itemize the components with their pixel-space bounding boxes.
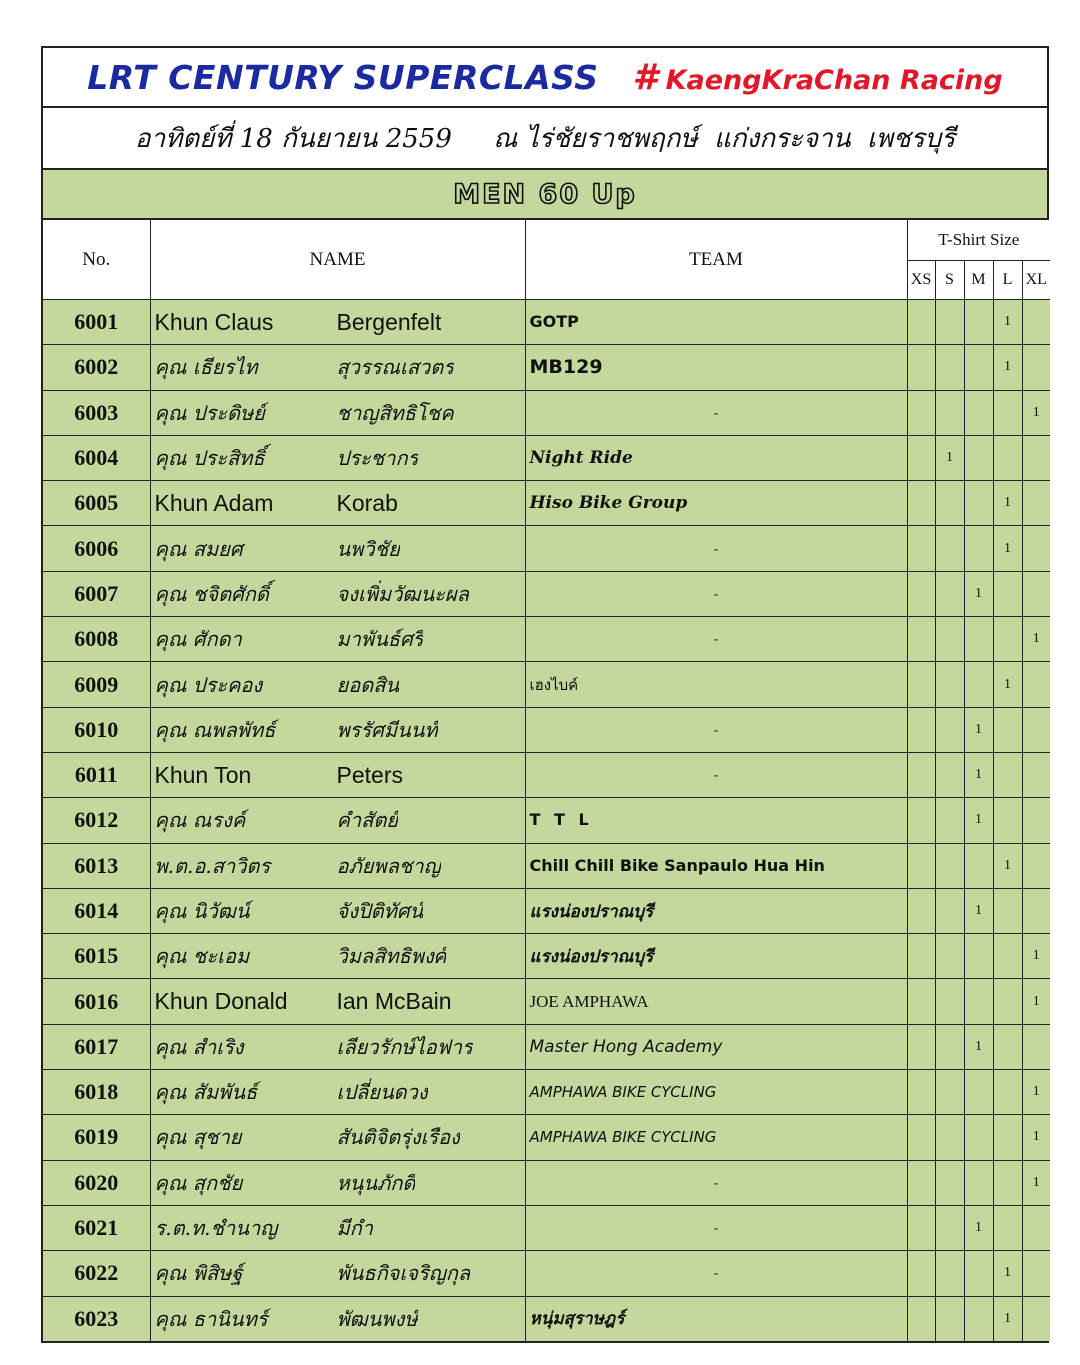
- size-cell-s: [935, 934, 964, 979]
- size-cell-m: [964, 843, 993, 888]
- rider-last-name: มาพันธ์ศรี: [336, 627, 424, 652]
- size-cell-s: [935, 571, 964, 616]
- rider-team: -: [713, 541, 719, 558]
- size-cell-xs: [907, 752, 935, 797]
- table-row: [43, 1024, 1050, 1069]
- size-cell-m: [964, 617, 993, 662]
- size-cell-l: 1: [993, 1251, 1022, 1296]
- size-cell-l: [993, 571, 1022, 616]
- size-cell-xl: [1022, 481, 1050, 526]
- size-cell-m: [964, 979, 993, 1024]
- rider-team: AMPHAWA BIKE CYCLING: [529, 1128, 717, 1147]
- size-cell-xl: [1022, 435, 1050, 480]
- size-cell-xs: [907, 1070, 935, 1115]
- rider-name-cell: [150, 934, 525, 979]
- table-row: [43, 979, 1050, 1024]
- size-cell-xl: [1022, 888, 1050, 933]
- rider-number: 6006: [43, 526, 150, 571]
- rider-first-name: คุณ สุชาย: [154, 1125, 242, 1150]
- size-cell-xs: [907, 571, 935, 616]
- rider-last-name: Ian McBain: [336, 988, 452, 1015]
- column-header-no: No.: [43, 220, 150, 300]
- rider-team-cell: [525, 979, 907, 1024]
- event-subtitle: อาทิตย์ที่ 18 กันยายน 2559 ณ ไร่ชัยราชพฤกษ์ แก่งกระจาน เพชรบุรี: [134, 123, 956, 154]
- size-cell-s: [935, 752, 964, 797]
- rider-number: 6005: [43, 481, 150, 526]
- rider-team: Master Hong Academy: [529, 1036, 723, 1057]
- size-cell-l: [993, 707, 1022, 752]
- size-cell-m: [964, 390, 993, 435]
- size-cell-l: 1: [993, 843, 1022, 888]
- column-header-name: NAME: [150, 220, 525, 300]
- size-cell-xs: [907, 1205, 935, 1250]
- size-cell-xl: 1: [1022, 979, 1050, 1024]
- rider-number: 6009: [43, 662, 150, 707]
- rider-name-cell: [150, 390, 525, 435]
- size-cell-s: [935, 843, 964, 888]
- rider-team-cell: [525, 1070, 907, 1115]
- table-row: [43, 1160, 1050, 1205]
- size-cell-m: 1: [964, 571, 993, 616]
- rider-last-name: หนุนภักดี: [336, 1170, 416, 1195]
- rider-last-name: เลียวรักษ์ไอฟาร: [336, 1034, 473, 1059]
- rider-first-name: คุณ ประสิทธิ์: [154, 446, 265, 471]
- rider-number: 6019: [43, 1115, 150, 1160]
- size-cell-xl: 1: [1022, 1070, 1050, 1115]
- rider-name-cell: [150, 1115, 525, 1160]
- size-cell-l: [993, 1070, 1022, 1115]
- size-cell-m: 1: [964, 752, 993, 797]
- rider-team-cell: [525, 843, 907, 888]
- rider-number: 6001: [43, 300, 150, 345]
- rider-team-cell: [525, 752, 907, 797]
- size-cell-l: 1: [993, 481, 1022, 526]
- size-cell-s: 1: [935, 435, 964, 480]
- size-cell-xl: [1022, 1205, 1050, 1250]
- event-title: LRT CENTURY SUPERCLASS: [87, 57, 599, 97]
- table-row: [43, 1251, 1050, 1296]
- rider-name-cell: [150, 300, 525, 345]
- rider-name-cell: [150, 571, 525, 616]
- size-cell-m: [964, 345, 993, 390]
- size-cell-m: [964, 662, 993, 707]
- rider-last-name: สันติจิตรุ่งเรือง: [336, 1125, 460, 1150]
- rider-team-cell: [525, 1024, 907, 1069]
- rider-first-name: คุณ ประดิษย์: [154, 400, 265, 425]
- size-cell-xs: [907, 798, 935, 843]
- size-cell-m: [964, 481, 993, 526]
- size-cell-xs: [907, 934, 935, 979]
- size-cell-m: [964, 1070, 993, 1115]
- rider-first-name: คุณ เธียรไท: [154, 355, 258, 380]
- rider-name-cell: [150, 798, 525, 843]
- rider-first-name: คุณ สำเริง: [154, 1034, 244, 1059]
- rider-last-name: Peters: [336, 761, 403, 788]
- size-cell-xl: [1022, 1296, 1050, 1341]
- rider-team-cell: [525, 571, 907, 616]
- size-cell-l: 1: [993, 526, 1022, 571]
- rider-number: 6016: [43, 979, 150, 1024]
- size-cell-xl: [1022, 300, 1050, 345]
- rider-first-name: คุณ ธานินทร์: [154, 1306, 268, 1331]
- rider-team: AMPHAWA BIKE CYCLING: [529, 1083, 717, 1102]
- size-cell-xs: [907, 707, 935, 752]
- size-header-m: M: [964, 261, 993, 300]
- rider-number: 6002: [43, 345, 150, 390]
- rider-team: แรงน่องปราณบุรี: [529, 901, 654, 922]
- size-cell-xs: [907, 1024, 935, 1069]
- size-cell-m: 1: [964, 798, 993, 843]
- rider-name-cell: [150, 481, 525, 526]
- table-row: [43, 707, 1050, 752]
- size-cell-xl: [1022, 843, 1050, 888]
- size-cell-s: [935, 979, 964, 1024]
- rider-table: [43, 220, 1050, 1341]
- size-cell-s: [935, 526, 964, 571]
- rider-team-cell: [525, 888, 907, 933]
- rider-number: 6022: [43, 1251, 150, 1296]
- size-header-xs: XS: [907, 261, 935, 300]
- rider-last-name: พรรัศมีนนท์: [336, 717, 438, 742]
- size-cell-xs: [907, 481, 935, 526]
- rider-number: 6018: [43, 1070, 150, 1115]
- rider-first-name: คุณ ณพลพัทธ์: [154, 717, 276, 742]
- rider-first-name: คุณ ชะเอม: [154, 944, 250, 969]
- hash-symbol: #: [632, 56, 658, 98]
- size-cell-s: [935, 300, 964, 345]
- rider-name-cell: [150, 843, 525, 888]
- size-cell-xs: [907, 526, 935, 571]
- size-cell-m: [964, 1115, 993, 1160]
- rider-team-cell: [525, 934, 907, 979]
- size-cell-l: [993, 934, 1022, 979]
- size-cell-s: [935, 1160, 964, 1205]
- size-cell-l: 1: [993, 300, 1022, 345]
- size-cell-xl: [1022, 662, 1050, 707]
- rider-last-name: Korab: [336, 489, 398, 516]
- size-cell-xl: 1: [1022, 390, 1050, 435]
- rider-team-cell: [525, 435, 907, 480]
- rider-name-cell: [150, 752, 525, 797]
- rider-team-cell: [525, 390, 907, 435]
- rider-number: 6021: [43, 1205, 150, 1250]
- rider-team: แรงน่องปราณบุรี: [529, 946, 654, 967]
- event-date-location: [43, 108, 1047, 170]
- rider-first-name: Khun Adam: [154, 489, 274, 516]
- rider-name-cell: [150, 1296, 525, 1341]
- rider-name-cell: [150, 345, 525, 390]
- rider-number: 6017: [43, 1024, 150, 1069]
- size-cell-xl: 1: [1022, 617, 1050, 662]
- size-cell-m: [964, 526, 993, 571]
- rider-first-name: คุณ นิวัฒน์: [154, 899, 250, 923]
- rider-team-cell: [525, 707, 907, 752]
- size-cell-s: [935, 798, 964, 843]
- rider-number: 6015: [43, 934, 150, 979]
- rider-first-name: คุณ ชจิตศักดิ์: [154, 581, 269, 606]
- table-row: [43, 1296, 1050, 1341]
- table-row: [43, 571, 1050, 616]
- rider-last-name: คำสัตย์: [336, 808, 399, 833]
- table-row: [43, 1205, 1050, 1250]
- size-cell-xl: [1022, 707, 1050, 752]
- rider-name-cell: [150, 707, 525, 752]
- size-cell-xl: [1022, 798, 1050, 843]
- size-cell-m: [964, 300, 993, 345]
- size-cell-l: 1: [993, 662, 1022, 707]
- category-title: MEN 60 Up: [453, 178, 637, 210]
- rider-team-cell: [525, 1160, 907, 1205]
- table-row: [43, 345, 1050, 390]
- rider-number: 6020: [43, 1160, 150, 1205]
- size-cell-s: [935, 1115, 964, 1160]
- rider-first-name: Khun Donald: [154, 988, 288, 1015]
- table-row: [43, 1115, 1050, 1160]
- size-cell-xs: [907, 662, 935, 707]
- size-cell-xl: [1022, 571, 1050, 616]
- rider-team-cell: [525, 662, 907, 707]
- rider-last-name: วิมลสิทธิพงศ์: [336, 944, 447, 969]
- event-hashtag: [633, 57, 1003, 98]
- table-row: [43, 526, 1050, 571]
- size-cell-xs: [907, 300, 935, 345]
- size-header-l: L: [993, 261, 1022, 300]
- size-cell-s: [935, 707, 964, 752]
- rider-number: 6014: [43, 888, 150, 933]
- table-row: [43, 617, 1050, 662]
- rider-team-cell: [525, 617, 907, 662]
- rider-team: Hiso Bike Group: [529, 493, 688, 514]
- size-cell-xs: [907, 843, 935, 888]
- rider-first-name: พ.ต.อ.สาวิตร: [154, 853, 271, 878]
- size-cell-s: [935, 1251, 964, 1296]
- rider-last-name: เปลี่ยนดวง: [336, 1080, 428, 1105]
- rider-team-cell: [525, 526, 907, 571]
- table-row: [43, 390, 1050, 435]
- size-cell-xs: [907, 390, 935, 435]
- size-cell-m: 1: [964, 1024, 993, 1069]
- size-cell-xs: [907, 1251, 935, 1296]
- size-cell-l: [993, 888, 1022, 933]
- rider-name-cell: [150, 1251, 525, 1296]
- rider-first-name: คุณ สุกชัย: [154, 1170, 243, 1195]
- size-cell-m: 1: [964, 888, 993, 933]
- rider-last-name: ยอดสิน: [336, 672, 400, 697]
- size-cell-m: 1: [964, 707, 993, 752]
- table-row: [43, 662, 1050, 707]
- rider-team-cell: [525, 1296, 907, 1341]
- rider-name-cell: [150, 435, 525, 480]
- rider-team: T T L: [529, 810, 593, 830]
- rider-first-name: คุณ ประคอง: [154, 672, 263, 697]
- size-cell-s: [935, 1296, 964, 1341]
- size-cell-l: [993, 1160, 1022, 1205]
- size-cell-xl: [1022, 526, 1050, 571]
- rider-last-name: พันธกิจเจริญกุล: [336, 1261, 471, 1286]
- rider-name-cell: [150, 1205, 525, 1250]
- rider-name-cell: [150, 662, 525, 707]
- rider-first-name: คุณ ศักดา: [154, 627, 242, 652]
- rider-number: 6003: [43, 390, 150, 435]
- size-cell-xs: [907, 1115, 935, 1160]
- rider-first-name: ร.ต.ท.ชำนาญ: [154, 1216, 278, 1241]
- size-cell-m: 1: [964, 1205, 993, 1250]
- size-cell-xl: 1: [1022, 1115, 1050, 1160]
- rider-last-name: พัฒนพงษ์: [336, 1306, 418, 1331]
- rider-team: Night Ride: [529, 448, 633, 469]
- size-cell-s: [935, 662, 964, 707]
- rider-last-name: จงเพิ่มวัฒนะผล: [336, 581, 469, 606]
- size-cell-xl: 1: [1022, 934, 1050, 979]
- table-row: [43, 798, 1050, 843]
- size-cell-m: [964, 1296, 993, 1341]
- rider-first-name: คุณ ณรงค์: [154, 808, 246, 833]
- size-cell-l: [993, 390, 1022, 435]
- rider-number: 6012: [43, 798, 150, 843]
- size-cell-xs: [907, 617, 935, 662]
- rider-name-cell: [150, 1160, 525, 1205]
- size-cell-xl: [1022, 752, 1050, 797]
- size-cell-s: [935, 888, 964, 933]
- size-cell-xl: [1022, 1251, 1050, 1296]
- rider-team: GOTP: [529, 312, 579, 332]
- rider-rows: [43, 300, 1050, 1341]
- rider-team: -: [713, 1266, 719, 1283]
- rider-number: 6004: [43, 435, 150, 480]
- size-cell-xl: 1: [1022, 1160, 1050, 1205]
- size-cell-m: [964, 1251, 993, 1296]
- table-row: [43, 888, 1050, 933]
- rider-team-cell: [525, 1251, 907, 1296]
- table-row: [43, 300, 1050, 345]
- table-row: [43, 843, 1050, 888]
- size-cell-m: [964, 435, 993, 480]
- rider-name-cell: [150, 888, 525, 933]
- rider-team: -: [713, 1175, 719, 1192]
- table-row: [43, 752, 1050, 797]
- rider-first-name: Khun Claus: [154, 308, 274, 335]
- roster-sheet: [41, 46, 1049, 1343]
- table-row: [43, 481, 1050, 526]
- rider-last-name: ประชากร: [336, 446, 419, 471]
- size-cell-l: [993, 752, 1022, 797]
- rider-team-cell: [525, 1205, 907, 1250]
- size-cell-s: [935, 345, 964, 390]
- rider-team: -: [713, 405, 719, 422]
- rider-number: 6013: [43, 843, 150, 888]
- size-cell-l: 1: [993, 1296, 1022, 1341]
- rider-last-name: สุวรรณเสวตร: [336, 355, 454, 380]
- size-cell-s: [935, 390, 964, 435]
- rider-team: MB129: [529, 356, 603, 379]
- rider-name-cell: [150, 526, 525, 571]
- size-cell-l: 1: [993, 345, 1022, 390]
- rider-first-name: คุณ พิสิษฐ์: [154, 1261, 243, 1286]
- category-bar: [43, 170, 1047, 220]
- rider-team-cell: [525, 345, 907, 390]
- rider-team-cell: [525, 1115, 907, 1160]
- rider-number: 6011: [43, 752, 150, 797]
- size-cell-l: [993, 1115, 1022, 1160]
- table-row: [43, 435, 1050, 480]
- title-bar: [43, 48, 1047, 108]
- size-cell-l: [993, 979, 1022, 1024]
- size-cell-l: [993, 1024, 1022, 1069]
- rider-team-cell: [525, 798, 907, 843]
- rider-last-name: อภัยพลชาญ: [336, 853, 441, 878]
- size-cell-xl: [1022, 1024, 1050, 1069]
- rider-team: -: [713, 1221, 719, 1238]
- rider-team-cell: [525, 481, 907, 526]
- column-header-team: TEAM: [525, 220, 907, 300]
- size-header-xl: XL: [1022, 261, 1050, 300]
- rider-first-name: คุณ สัมพันธ์: [154, 1080, 258, 1105]
- rider-team: -: [713, 722, 719, 739]
- rider-last-name: นพวิชัย: [336, 536, 400, 561]
- size-cell-m: [964, 934, 993, 979]
- size-cell-m: [964, 1160, 993, 1205]
- rider-team: -: [713, 768, 719, 785]
- rider-last-name: Bergenfelt: [336, 308, 442, 335]
- rider-team: Chill Chill Bike Sanpaulo Hua Hin: [529, 855, 825, 875]
- size-cell-xs: [907, 435, 935, 480]
- size-cell-xs: [907, 1160, 935, 1205]
- rider-number: 6008: [43, 617, 150, 662]
- size-cell-xl: [1022, 345, 1050, 390]
- rider-number: 6007: [43, 571, 150, 616]
- rider-name-cell: [150, 979, 525, 1024]
- size-header-s: S: [935, 261, 964, 300]
- size-cell-xs: [907, 1296, 935, 1341]
- rider-name-cell: [150, 1070, 525, 1115]
- rider-name-cell: [150, 1024, 525, 1069]
- rider-number: 6010: [43, 707, 150, 752]
- rider-name-cell: [150, 617, 525, 662]
- size-cell-s: [935, 617, 964, 662]
- size-cell-s: [935, 481, 964, 526]
- size-cell-xs: [907, 345, 935, 390]
- rider-number: 6023: [43, 1296, 150, 1341]
- rider-team-cell: [525, 300, 907, 345]
- rider-last-name: มีกำ: [336, 1216, 374, 1241]
- hashtag-text: KaengKraChan Racing: [665, 64, 1003, 96]
- rider-team: -: [713, 632, 719, 649]
- size-cell-l: [993, 617, 1022, 662]
- rider-last-name: จังปิติทัศน์: [336, 899, 424, 923]
- table-row: [43, 934, 1050, 979]
- size-cell-s: [935, 1024, 964, 1069]
- size-cell-xs: [907, 979, 935, 1024]
- size-cell-xs: [907, 888, 935, 933]
- rider-first-name: Khun Ton: [154, 761, 252, 788]
- size-cell-l: [993, 1205, 1022, 1250]
- rider-team: -: [713, 586, 719, 603]
- rider-last-name: ชาญสิทธิโชค: [336, 400, 454, 425]
- rider-team: JOE AMPHAWA: [529, 991, 649, 1011]
- rider-first-name: คุณ สมยศ: [154, 536, 243, 561]
- size-cell-l: [993, 435, 1022, 480]
- table-row: [43, 1070, 1050, 1115]
- rider-team: หนุ่มสุราษฎร์: [529, 1309, 625, 1330]
- rider-team: เฮงไบค์: [529, 675, 579, 694]
- column-header-tshirt: T-Shirt Size: [907, 220, 1050, 261]
- size-cell-s: [935, 1205, 964, 1250]
- size-cell-s: [935, 1070, 964, 1115]
- size-cell-l: [993, 798, 1022, 843]
